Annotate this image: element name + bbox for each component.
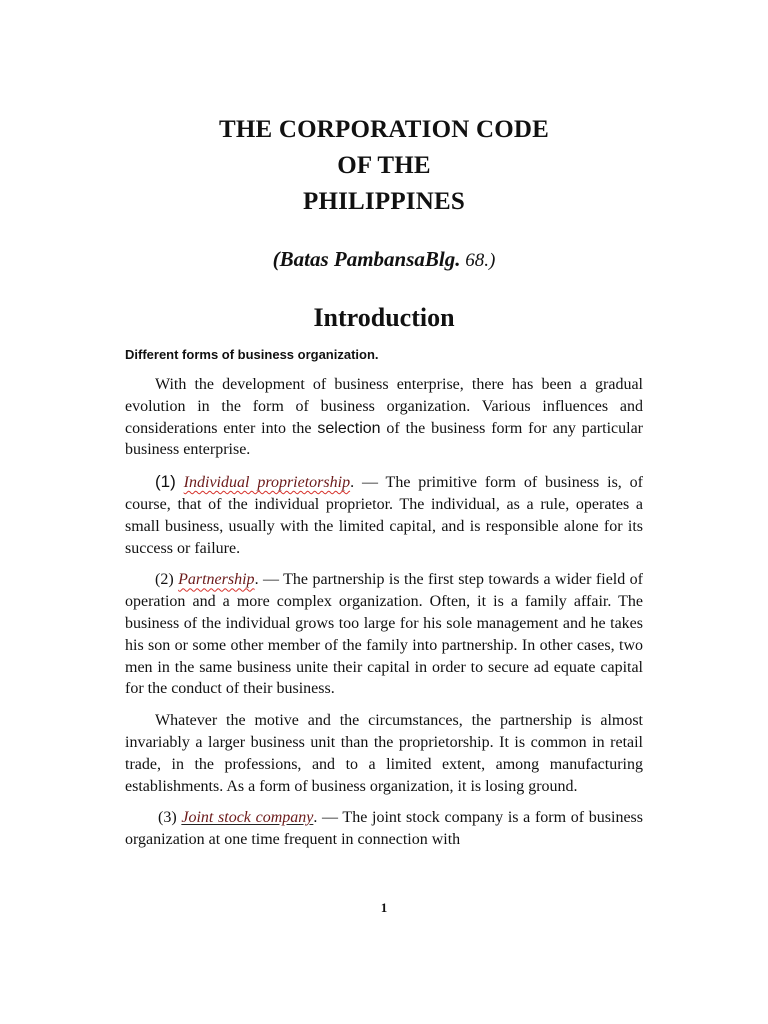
subtitle-number: 68.) (460, 250, 496, 271)
paragraph-5 (125, 807, 643, 851)
paragraph-5-text: . — The joint stock company is a form of business organization at one time frequent in connection with (125, 809, 643, 849)
term-partnership: Partnership (178, 571, 255, 589)
paragraph-2-number: (1) (155, 472, 176, 492)
subtitle-text: (Batas PambansaBlg. (272, 247, 461, 271)
document-subtitle (0, 244, 768, 276)
title-line-2: OF THE (337, 152, 431, 179)
paragraph-3-text: . — The partnership is the first step towards a wider field of operation and a more complex organization. Often, it is a family affair. The business of the individual grows too large for his sole management and he takes his son or some other member of the family into partnership. In other cases, two men in the same business unite their capital in order to secure ad equate capital for the conduct of their business. (125, 571, 644, 698)
paragraph-3-number: (2) (155, 571, 179, 589)
paragraph-2 (125, 471, 643, 559)
section-heading: Introduction (313, 303, 455, 332)
body-text (125, 374, 643, 851)
paragraph-1-selection-word: selection (317, 419, 381, 437)
paragraph-1-text-a: With the development of business enterprise, there has been a gradual evolution in the form of business organization. Various influences and considerations enter into the (125, 376, 643, 437)
paragraph-3 (125, 569, 643, 700)
title-line-1: THE CORPORATION CODE (219, 116, 549, 143)
paragraph-5-number: (3) (158, 809, 182, 827)
page-number: 1 (380, 900, 388, 915)
term-joint-stock-company: Joint stock company (181, 809, 314, 827)
paragraph-2-text: . — The primitive form of business is, of course, that of the individual proprietor. The individual, as a rule, operates a small business, usually with the limited capital, and is responsible alone for its success or failure. (125, 474, 644, 557)
subheading: Different forms of business organization. (125, 347, 379, 362)
document-title (0, 112, 768, 220)
term-individual-proprietorship: Individual proprietorship (183, 474, 351, 492)
paragraph-1 (125, 374, 643, 461)
paragraph-1-text-b: of the business form for any particular business enterprise. (125, 419, 643, 459)
title-line-3: PHILIPPINES (303, 188, 465, 215)
paragraph-4: Whatever the motive and the circumstances, the partnership is almost invariably a larger business unit than the proprietorship. It is common in retail trade, in the professions, and to a limited extent, among manufacturing establishments. As a form of business organization, it is losing ground. (125, 712, 643, 795)
